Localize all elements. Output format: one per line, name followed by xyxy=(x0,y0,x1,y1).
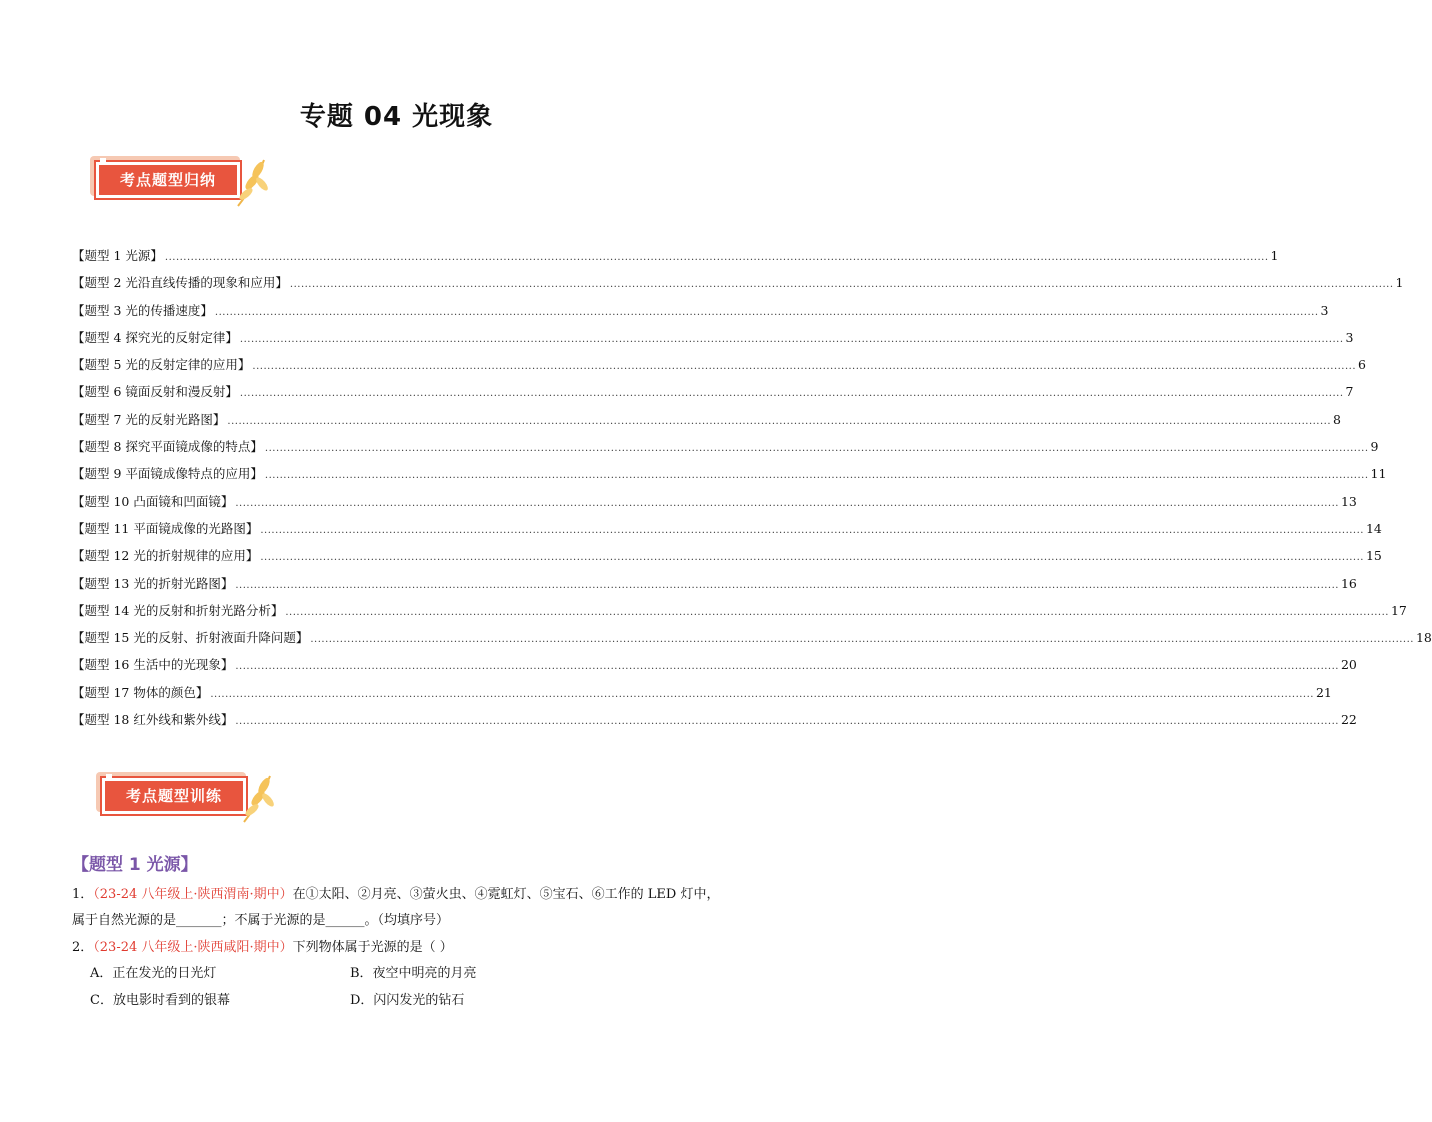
toc-entry-label: 【题型 14 光的反射和折射光路分析】 xyxy=(72,602,284,618)
page-title: 专题 04 光现象 xyxy=(299,102,494,132)
toc-entry-label: 【题型 18 红外线和紫外线】 xyxy=(72,712,234,728)
toc-leader-dots: ............................................................................................................................................................................................................................................................................................................ xyxy=(264,443,1369,455)
toc-entry-label: 【题型 8 探究平面镜成像的特点】 xyxy=(72,439,263,455)
toc-entry-page: 1 xyxy=(1395,275,1404,291)
toc-leader-dots: ............................................................................................................................................................................................................................................................................................................ xyxy=(235,579,1339,591)
toc-entry-label: 【题型 1 光源】 xyxy=(72,248,163,263)
toc-entry[interactable] xyxy=(72,710,1357,737)
toc-leader-dots: ............................................................................................................................................................................................................................................................................................................ xyxy=(239,388,1344,400)
banner-label: 考点题型训练 xyxy=(102,778,246,814)
toc-entry-page: 8 xyxy=(1333,411,1341,427)
question-text: 在①太阳、②月亮、③萤火虫、④霓虹灯、⑤宝石、⑥工作的 LED 灯中，属于自然光源的是_______；不属于光源的是______。（均填序号） xyxy=(72,887,720,928)
question-number: 1． xyxy=(72,887,94,902)
table-of-contents xyxy=(72,246,1432,737)
toc-entry-label: 【题型 16 生活中的光现象】 xyxy=(72,657,234,673)
toc-entry-label: 【题型 10 凸面镜和凹面镜】 xyxy=(72,493,234,509)
toc-entry-label: 【题型 9 平面镜成像特点的应用】 xyxy=(72,466,263,482)
question-1 xyxy=(72,882,722,934)
toc-entry-page: 22 xyxy=(1340,712,1357,728)
toc-entry-page: 16 xyxy=(1340,575,1357,591)
section-heading: 【题型 1 光源】 xyxy=(72,855,198,875)
question-2-options xyxy=(90,962,650,1016)
wheat-leaf-icon xyxy=(234,156,274,210)
toc-entry-label: 【题型 7 光的反射光路图】 xyxy=(72,411,226,427)
toc-entry[interactable] xyxy=(72,273,1404,300)
toc-entry[interactable] xyxy=(72,601,1407,628)
toc-entry[interactable] xyxy=(72,355,1366,382)
toc-entry-label: 【题型 17 物体的颜色】 xyxy=(72,684,209,700)
toc-entry-page: 7 xyxy=(1345,384,1354,400)
toc-entry[interactable] xyxy=(72,546,1382,573)
toc-entry-page: 18 xyxy=(1415,630,1432,646)
toc-leader-dots: ............................................................................................................................................................................................................................................................................................................ xyxy=(289,279,1394,291)
toc-leader-dots: ............................................................................................................................................................................................................................................................................................................ xyxy=(235,497,1339,509)
toc-entry[interactable] xyxy=(72,655,1357,682)
section-banner-summary xyxy=(90,152,290,214)
toc-leader-dots: ............................................................................................................................................................................................................................................................................................................ xyxy=(260,524,1364,536)
toc-leader-dots: ............................................................................................................................................................................................................................................................................................................ xyxy=(235,661,1339,673)
toc-entry-page: 17 xyxy=(1390,602,1407,618)
toc-entry[interactable] xyxy=(72,246,1279,273)
option-c: C．放电影时看到的银幕 xyxy=(90,993,230,1008)
toc-entry-label: 【题型 12 光的折射规律的应用】 xyxy=(72,548,259,564)
question-2 xyxy=(72,935,722,961)
toc-entry-label: 【题型 3 光的传播速度】 xyxy=(72,302,213,318)
toc-entry[interactable] xyxy=(72,382,1354,409)
toc-leader-dots: ............................................................................................................................................................................................................................................................................................................ xyxy=(310,634,1414,646)
toc-entry[interactable] xyxy=(72,628,1432,655)
toc-leader-dots: ............................................................................................................................................................................................................................................................................................................ xyxy=(210,688,1314,700)
toc-entry-page: 13 xyxy=(1340,493,1357,509)
question-text: 下列物体属于光源的是（ ） xyxy=(292,940,453,955)
toc-entry-label: 【题型 15 光的反射、折射液面升降问题】 xyxy=(72,630,309,646)
toc-entry[interactable] xyxy=(72,464,1387,491)
toc-leader-dots: ............................................................................................................................................................................................................................................................................................................ xyxy=(260,552,1364,564)
toc-leader-dots: ............................................................................................................................................................................................................................................................................................................ xyxy=(164,252,1269,263)
option-b: B．夜空中明亮的月亮 xyxy=(350,966,477,981)
toc-entry[interactable] xyxy=(72,519,1382,546)
question-source: （23-24 八年级上·陕西渭南·期中） xyxy=(93,887,293,902)
toc-entry-page: 6 xyxy=(1358,357,1366,373)
banner-label: 考点题型归纳 xyxy=(96,162,240,198)
wheat-leaf-icon xyxy=(240,772,280,826)
toc-entry-page: 1 xyxy=(1270,248,1279,263)
toc-entry-page: 20 xyxy=(1340,657,1357,673)
toc-leader-dots: ............................................................................................................................................................................................................................................................................................................ xyxy=(214,306,1319,318)
toc-entry-page: 11 xyxy=(1370,466,1387,482)
toc-entry-page: 3 xyxy=(1320,302,1329,318)
toc-entry[interactable] xyxy=(72,437,1379,464)
toc-entry-label: 【题型 2 光沿直线传播的现象和应用】 xyxy=(72,275,288,291)
toc-entry-page: 9 xyxy=(1370,439,1379,455)
toc-leader-dots: ............................................................................................................................................................................................................................................................................................................ xyxy=(285,606,1389,618)
toc-entry-label: 【题型 6 镜面反射和漫反射】 xyxy=(72,384,238,400)
toc-entry-label: 【题型 4 探究光的反射定律】 xyxy=(72,329,238,345)
toc-entry[interactable] xyxy=(72,574,1357,601)
toc-entry[interactable] xyxy=(72,410,1341,437)
toc-leader-dots: ............................................................................................................................................................................................................................................................................................................ xyxy=(239,333,1344,345)
question-source: （23-24 八年级上·陕西咸阳·期中） xyxy=(93,940,293,955)
toc-leader-dots: ............................................................................................................................................................................................................................................................................................................ xyxy=(264,470,1369,482)
toc-leader-dots: ............................................................................................................................................................................................................................................................................................................ xyxy=(235,716,1339,728)
toc-entry-page: 21 xyxy=(1315,684,1332,700)
option-d: D．闪闪发光的钻石 xyxy=(350,993,465,1008)
toc-entry-page: 14 xyxy=(1365,520,1382,536)
option-a: A．正在发光的日光灯 xyxy=(90,966,217,981)
section-banner-training xyxy=(96,768,296,830)
toc-entry-label: 【题型 13 光的折射光路图】 xyxy=(72,575,234,591)
toc-leader-dots: ............................................................................................................................................................................................................................................................................................................ xyxy=(252,361,1357,373)
toc-entry[interactable] xyxy=(72,492,1357,519)
toc-entry[interactable] xyxy=(72,683,1332,710)
toc-entry-page: 15 xyxy=(1365,548,1382,564)
toc-entry-label: 【题型 11 平面镜成像的光路图】 xyxy=(72,520,259,536)
question-number: 2． xyxy=(72,940,94,955)
toc-entry[interactable] xyxy=(72,328,1354,355)
toc-leader-dots: ............................................................................................................................................................................................................................................................................................................ xyxy=(227,415,1332,427)
toc-entry-label: 【题型 5 光的反射定律的应用】 xyxy=(72,357,251,373)
toc-entry[interactable] xyxy=(72,301,1329,328)
toc-entry-page: 3 xyxy=(1345,329,1354,345)
